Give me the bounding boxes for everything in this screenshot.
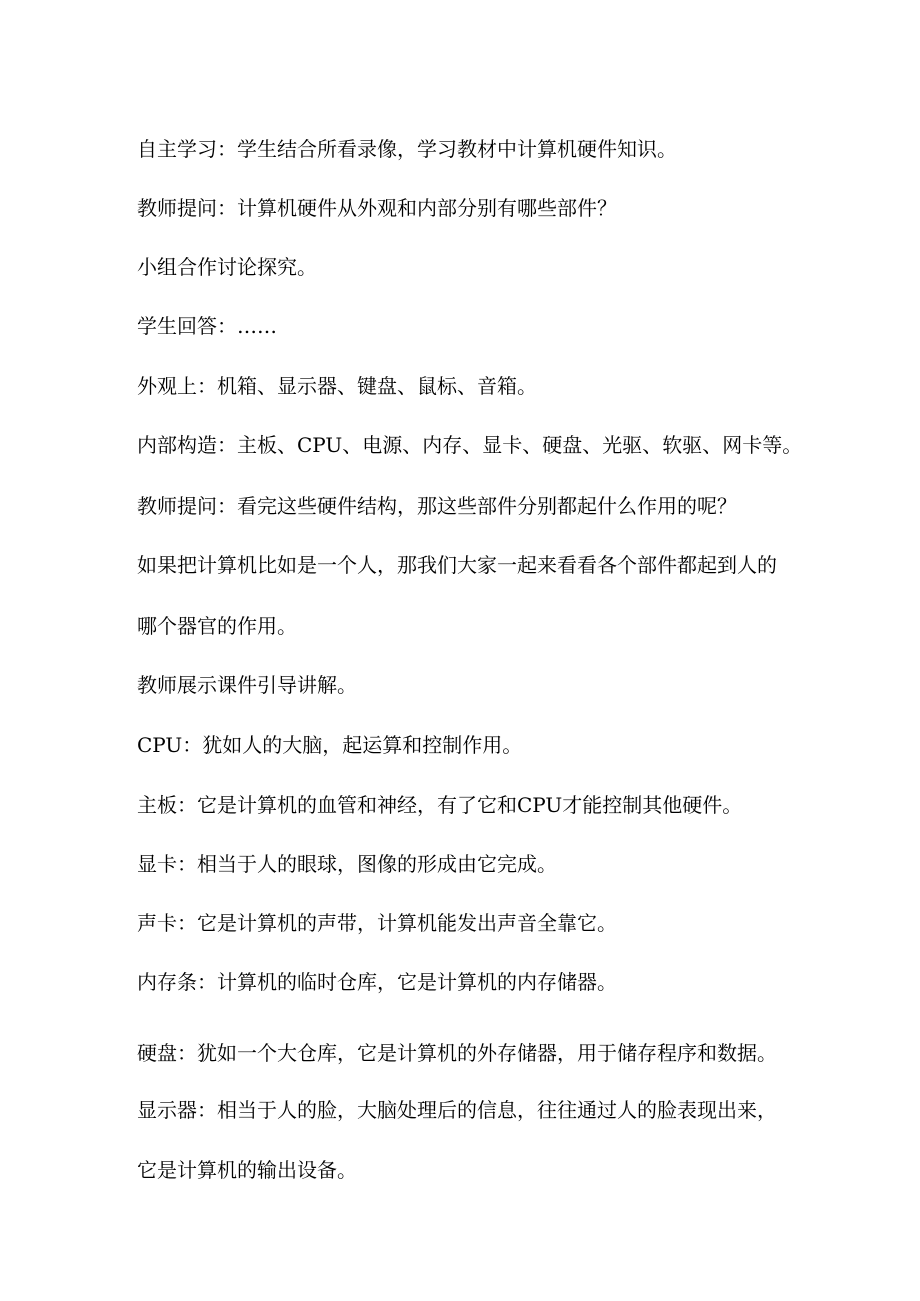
text-line: 它是计算机的输出设备。 — [137, 1158, 357, 1182]
text-line: 教师展示课件引导讲解。 — [137, 673, 357, 697]
text-line: 自主学习：学生结合所看录像，学习教材中计算机硬件知识。 — [137, 137, 677, 161]
text-line: 小组合作讨论探究。 — [137, 255, 317, 279]
text-line: 显卡：相当于人的眼球，图像的形成由它完成。 — [137, 852, 557, 876]
text-line: 如果把计算机比如是一个人，那我们大家一起来看看各个部件都起到人的 — [137, 553, 777, 577]
text-line: 硬盘：犹如一个大仓库，它是计算机的外存储器，用于储存程序和数据。 — [137, 1041, 777, 1065]
text-line: 显示器：相当于人的脸，大脑处理后的信息，往往通过人的脸表现出来， — [137, 1098, 777, 1122]
text-line: 学生回答：…… — [137, 314, 277, 338]
text-line: CPU：犹如人的大脑，起运算和控制作用。 — [137, 733, 523, 757]
text-line: 内存条：计算机的临时仓库，它是计算机的内存储器。 — [137, 970, 617, 994]
text-line: 声卡：它是计算机的声带，计算机能发出声音全靠它。 — [137, 911, 617, 935]
text-line: 主板：它是计算机的血管和神经，有了它和CPU才能控制其他硬件。 — [137, 793, 743, 817]
text-line: 外观上：机箱、显示器、键盘、鼠标、音箱。 — [137, 374, 537, 398]
text-line: 内部构造：主板、CPU、电源、内存、显卡、硬盘、光驱、软驱、网卡等。 — [137, 433, 803, 457]
text-line: 教师提问：计算机硬件从外观和内部分别有哪些部件？ — [137, 196, 617, 220]
text-line: 哪个器官的作用。 — [137, 614, 297, 638]
text-line: 教师提问：看完这些硬件结构，那这些部件分别都起什么作用的呢？ — [137, 494, 737, 518]
